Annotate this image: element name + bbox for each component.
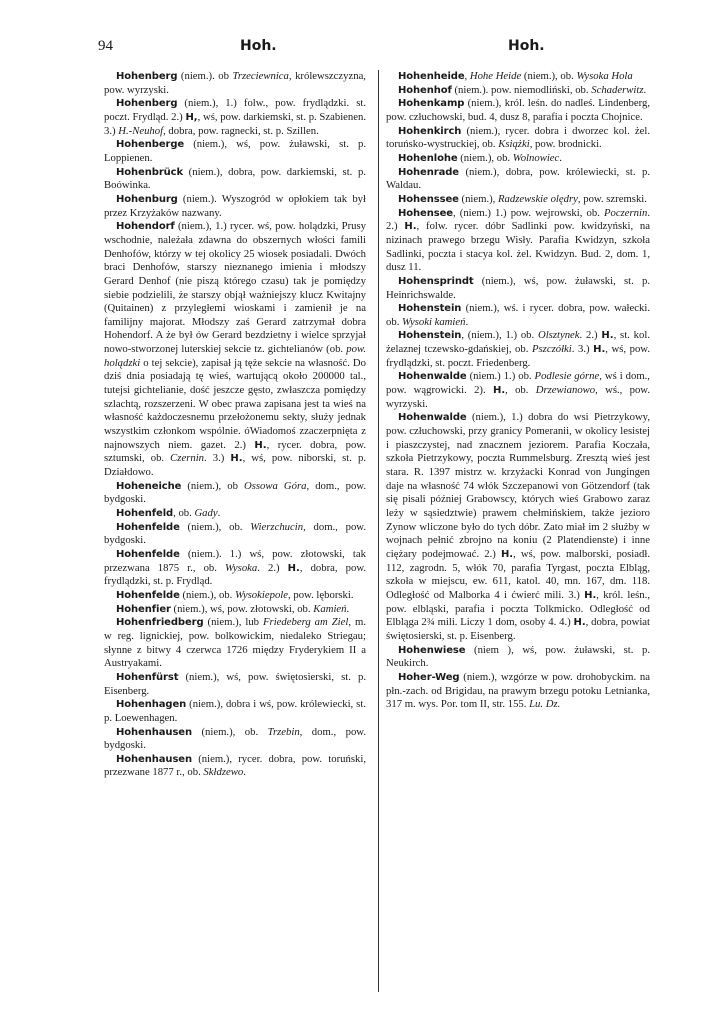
entry-text: .	[346, 602, 350, 615]
entry-headword: Hohenrade	[398, 166, 459, 178]
entry-text: , wś, pow. darkiemski, st. p. Szabienen. 3.)	[104, 110, 367, 137]
dictionary-entry	[386, 644, 650, 671]
entry-text: , wś, pow. frydlądzki, st. poczt. Friedenberg.	[386, 343, 651, 369]
entry-text: (niem.), ob.	[179, 520, 251, 533]
entry-reference: Wysokiepole	[234, 588, 289, 601]
left-running-head: Hoh.	[240, 38, 277, 54]
entry-headword: Hohenfier	[116, 603, 171, 615]
entry-reference: Wysoki kamień	[402, 315, 466, 328]
entry-headword: Hoher-Weg	[398, 671, 460, 683]
entry-headword: Hohenberg	[116, 98, 178, 110]
entry-reference: Książki	[498, 138, 530, 151]
entry-text: . 3.)	[571, 343, 594, 356]
left-column	[104, 70, 366, 780]
entry-headword: Hohenberg	[116, 71, 178, 82]
entry-headword: Hohenkamp	[398, 98, 465, 110]
entry-headword: Hohenberge	[116, 139, 185, 151]
column-divider	[378, 70, 379, 992]
entry-headword: Hohendorf	[116, 221, 175, 233]
entry-text: . 2.)	[386, 206, 650, 233]
entry-reference: pow. holądzki	[104, 343, 366, 369]
dictionary-entry	[386, 329, 650, 370]
entry-headword: Hohenstein	[398, 303, 462, 315]
entry-headword: Hohenwiese	[398, 644, 466, 656]
entry-text: (niem.), wś. i rycer. dobra, pow. wałecki. ob.	[386, 302, 650, 328]
entry-text: (niem.), król. leśn. do nadleś. Lindenberg, pow. człuchowski, bud. 4, dusz 8, parafia i poczta Chojnice.	[386, 97, 650, 123]
entry-text: (niem.). ob	[177, 70, 233, 82]
dictionary-entry	[104, 603, 366, 617]
entry-text: (niem.), dobra, pow. darkiemski, st. p. Boówinka.	[104, 165, 366, 192]
dictionary-entry	[104, 220, 366, 479]
dictionary-entry	[104, 753, 366, 780]
dictionary-entry	[104, 521, 366, 548]
entry-text: (niem.), rycer. dobra, pow. toruński, przezwane 1877 r., ob.	[104, 752, 366, 779]
entry-text: , rycer. dobra, pow. sztumski, ob.	[104, 438, 366, 465]
entry-headword: Hohenlohe	[398, 152, 458, 164]
entry-headword: Hohensprindt	[398, 275, 474, 287]
entry-reference: Wysoka	[225, 561, 258, 574]
entry-text: (niem.). pow. niemodliński, ob.	[451, 83, 592, 96]
entry-text: . 3.)	[204, 452, 231, 465]
dictionary-entry	[386, 84, 650, 98]
entry-headword: Hohenbrück	[116, 166, 184, 178]
entry-text: (niem.),	[458, 192, 499, 205]
entry-reference: Trzebin	[267, 725, 300, 738]
entry-headword: Hohenfriedberg	[116, 617, 204, 629]
dictionary-entry	[104, 698, 366, 725]
entry-headword: Hohensee	[398, 207, 453, 219]
entry-text: (niem.), 1.) dobra do wsi Pietrzykowy, pow. człuchowski, przy granicy Pomeranii, w okolicy lesistej i piaszczystej, nad znacznem jeziorem. Parafia Koczała, szkoła Pietrzykowy, poczta Rummelsburg. Zresztą wieś jest stara. R. 1397 mistrz w. krzyżacki Konrad von Jungingen daje na własność 74 włók Szczepanowi von Götzendorf (tak się pisali później Grabowscy, których wieś Grabowo zaraz leży w sąsiedztwie) prawem chełmińskiem, także jezioro Zynow wliczone było do tych dóbr. Zato miał im 2 służby w wojnach pełnić zbrojno na koniu (2 Platendienste) i inne ciężary podejmować. 2.)	[386, 411, 650, 560]
dictionary-entry	[386, 411, 650, 643]
dictionary-entry	[386, 370, 650, 411]
entry-reference: Radzewskie olędry	[498, 192, 578, 205]
entry-abbreviation: H.	[404, 221, 417, 233]
dictionary-entry	[386, 193, 650, 207]
entry-text: (niem.), ob.	[521, 70, 577, 82]
entry-headword: Hohenkirch	[398, 125, 462, 137]
entry-text: (niem.). 1.) wś, pow. złotowski, tak przezwana 1875 r., ob.	[104, 547, 366, 574]
entry-text: .	[243, 766, 246, 779]
dictionary-entry	[386, 302, 650, 329]
entry-headword: Hohenheide	[398, 71, 465, 82]
entry-text: , ob.	[505, 384, 536, 397]
entry-text: (niem.), wś, pow. żuławski, st. p. Loppienen.	[104, 138, 366, 164]
right-column	[386, 70, 650, 712]
entry-reference: Hohe Heide	[469, 70, 522, 82]
entry-text: . 2.)	[579, 329, 602, 342]
dictionary-entry	[104, 507, 366, 521]
entry-abbreviation: H.	[230, 453, 243, 465]
entry-headword: Hohenstein	[398, 330, 462, 342]
entry-text: (niem ), wś, pow. żuławski, st. p. Neukirch.	[386, 643, 650, 670]
entry-text: , dobra, powiat świętosierski, st. p. Eisenberg.	[386, 616, 651, 642]
entry-reference: Wysoka Hola	[576, 70, 633, 82]
entry-text: , dobra, pow. frydlądzki, st. p. Frydląd.	[104, 561, 367, 588]
entry-text: . 2.)	[257, 561, 288, 574]
entry-headword: Hohenssee	[398, 193, 459, 205]
entry-reference: Olsztynek	[537, 329, 580, 342]
entry-reference: Trzeciewnica	[232, 70, 289, 82]
entry-reference: Podlesie górne	[534, 370, 600, 383]
entry-text: , dobra, pow. ragnecki, st. p. Szillen.	[163, 124, 319, 137]
entry-text: , wś i dom., pow. wągrowicki. 2).	[386, 370, 650, 397]
dictionary-entry	[386, 152, 650, 166]
entry-abbreviation: H.	[500, 548, 514, 560]
dictionary-entry	[386, 166, 650, 193]
entry-reference: Wierzchucin	[250, 520, 304, 533]
entry-text: (niem.), rycer. dobra i dworzec kol. żel. toruńsko-wystruckiej, ob.	[386, 124, 650, 151]
entry-reference: Schaderwitz	[591, 83, 644, 96]
entry-text: .	[465, 315, 469, 328]
dictionary-entry	[104, 97, 366, 138]
entry-abbreviation: H.	[584, 589, 597, 601]
entry-text: , dom., pow. bydgoski.	[104, 479, 366, 506]
entry-abbreviation: H,	[185, 111, 198, 123]
entry-text: , m. w reg. lignickiej, pow. bolkowickim, niedaleko Striegau; słynne z bitwy 4 czerwca 1726 między Fryderykiem II a Austryakami.	[104, 616, 366, 670]
page-number: 94	[98, 38, 113, 54]
entry-text: (niem.), 1.) rycer. wś, pow. holądzki, Prusy wschodnie, należała zdawna do obszernych włości famili Denhofów, którzy w tej okolicy 25 wiosek posiadali. Dwóch braci Denhofów, starszy nieznanego imienia i młodszy Gerard Denhof (nie piszą którego czasu) tak je pomiędzy siebie podzielili, że starszy objął ważniejszy klucz Kwitajny (Quitainen) z przyległemi wioskami i zamienił je na familijny majorat. Młodszy zaś Gerard zatrzymał dobra Hohendorf. A że był ów Gerard bezdzietny i wielce sprzyjał nowo-stworzonej luterskiej sekcie tz. gichtelianów (ob.	[104, 220, 366, 356]
entry-text: (niem.), dobra i wś, pow. królewiecki, st. p. Loewenhagen.	[104, 698, 366, 724]
entry-text: (niem.), ob	[181, 479, 244, 492]
entry-text: (niem.), wś, pow. świętosierski, st. p. Eisenberg.	[104, 670, 366, 697]
entry-text: , pow. szremski.	[577, 192, 647, 205]
dictionary-entry	[386, 125, 650, 152]
entry-headword: Hohenwalde	[398, 371, 467, 383]
entry-text: .	[559, 151, 562, 164]
entry-headword: Hohenfelde	[116, 548, 180, 560]
right-running-head: Hoh.	[508, 38, 545, 54]
dictionary-entry	[104, 480, 366, 507]
entry-text: o tej sekcie), zapisał ją tęże sekcie na własność. Do dziś dnia posiadają tę wieś, wartującą około 200000 tal., tutejsi gichtelianie, dość jeszcze gęsto, zwłaszcza pomiędzy szlachtą, rozszerzeni. W obec prawa zapisana jest ta wieś na własność każdoczesnemu przełożonemu sekty, służy jednak wszystkim członkom wspólnie. óWiadomoś zzaczerpnięta z najnowszych niem. gazet. 2.)	[104, 356, 366, 451]
entry-text: (niem.), ob.	[457, 151, 513, 164]
entry-text: .	[217, 507, 221, 519]
dictionary-entry	[386, 97, 650, 124]
entry-text: , (niem.) 1.) pow. wejrowski, ob.	[452, 206, 604, 219]
entry-abbreviation: H.	[254, 439, 267, 451]
entry-text: (niem.), lub	[203, 616, 263, 629]
dictionary-entry	[386, 671, 650, 712]
entry-text: , ob.	[173, 507, 195, 519]
entry-text: , król. leśn., pow. elbląski, parafia i poczta Tolkmicko. Odległość od Elbląga 2¾ mili. Liczy 1 dom, osoby 4. 4.)	[386, 588, 650, 629]
entry-reference: Pszczółki	[531, 343, 572, 356]
entry-text: ,	[464, 70, 470, 82]
entry-text: (niem.), ob.	[192, 725, 268, 738]
entry-headword: Hohenhausen	[116, 753, 192, 765]
entry-text: (niem.), ob.	[179, 588, 235, 601]
entry-reference: Friedeberg am Ziel	[263, 616, 349, 629]
entry-text: , pow. brodnicki.	[529, 138, 602, 151]
entry-text: , wś, pow. niborski, st. p. Działdowo.	[104, 452, 366, 479]
entry-headword: Hohenfeld	[116, 508, 174, 519]
entry-text: , pow. lęborski.	[288, 588, 354, 601]
entry-headword: Hohenhausen	[116, 726, 192, 738]
dictionary-entry	[104, 589, 366, 603]
entry-abbreviation: H.	[287, 562, 300, 574]
entry-text: (niem.), wzgórze w pow. drohobyckim. na płn.-zach. od Brigidau, na prawym brzegu potoku Letnianka, 317 m. wys. Por. tom II, str. 155.	[386, 670, 650, 711]
entry-text: , wś., pow. wyrzyski.	[386, 384, 650, 410]
dictionary-entry	[104, 193, 366, 220]
entry-abbreviation: H.	[573, 617, 586, 629]
entry-reference: Skłdzewo	[203, 766, 244, 779]
entry-text: , dom., pow. bydgoski.	[104, 520, 366, 547]
entry-text: .	[643, 83, 647, 96]
entry-text: (niem.), dobra, pow. królewiecki, st. p. Waldau.	[386, 165, 650, 192]
entry-text: , folw. rycer. dóbr Sadlinki pow. kwidzyński, na nizinach prawego brzegu Wisły. Parafia Kwidzyn, szkoła Sadlinki, poczta i stacya kol. żel. Kwidzyn. Bud. 2, dom. 1, dusz 11.	[386, 220, 650, 274]
dictionary-entry	[386, 70, 650, 84]
entry-text: (niem.) 1.) ob.	[466, 370, 535, 383]
entry-abbreviation: H.	[492, 385, 506, 397]
dictionary-entry	[104, 548, 366, 589]
dictionary-entry	[386, 207, 650, 275]
entry-headword: Hohenfelde	[116, 589, 180, 601]
dictionary-entry	[104, 671, 366, 698]
dictionary-entry	[386, 275, 650, 302]
entry-reference: Poczernin	[603, 206, 648, 219]
entry-reference: Gady	[194, 507, 218, 519]
entry-text: , st. kol. żelaznej tczewsko-gdańskiej, ob.	[386, 329, 650, 356]
entry-text: (niem.), wś, pow. żuławski, st. p. Heinrichswalde.	[386, 274, 650, 301]
entry-text: (niem.). Wyszogród w opłokiem tak był przez Krzyżaków nazwany.	[104, 192, 366, 219]
dictionary-entry	[104, 616, 366, 671]
dictionary-entry	[104, 138, 366, 165]
entry-headword: Hoheneiche	[116, 480, 182, 492]
dictionary-entry	[104, 166, 366, 193]
entry-headword: Hohenhagen	[116, 699, 187, 711]
entry-text: , (niem.), 1.) ob.	[461, 329, 538, 342]
entry-headword: Hohenwalde	[398, 412, 467, 424]
entry-text: , dom., pow. bydgoski.	[104, 725, 366, 752]
entry-reference: Ossowa Góra	[244, 479, 307, 492]
entry-reference: Kamień	[313, 602, 347, 615]
entry-reference: Wolnowiec	[512, 151, 560, 164]
entry-reference: H.-Neuhof	[118, 124, 164, 137]
entry-reference: Czernin	[170, 452, 205, 465]
entry-headword: Hohenfürst	[116, 671, 179, 683]
entry-headword: Hohenburg	[116, 193, 178, 205]
entry-headword: Hohenhof	[398, 84, 452, 96]
entry-abbreviation: H.	[593, 344, 606, 356]
entry-reference: Lu. Dz.	[526, 698, 561, 711]
entry-text: , wś, pow. malborski, posiadł. 112, zagrodn. 5, włók 70, parafia Tyrgast, poczta Elbląg, szkoła w miejscu, ew. 611, katol. 40, mn. 167, dm. 118. Odległość od Malborka 4 i ćwierć mili. 3.)	[386, 547, 650, 601]
dictionary-entry	[104, 70, 366, 97]
entry-text: (niem.), 1.) folw., pow. frydlądzki. st. poczt. Frydląd. 2.)	[104, 97, 366, 123]
dictionary-entry	[104, 726, 366, 753]
entry-headword: Hohenfelde	[116, 521, 180, 533]
page-header	[98, 38, 658, 60]
entry-abbreviation: H.	[601, 330, 614, 342]
entry-reference: Drzewianowo	[535, 384, 596, 397]
entry-text: (niem.), wś, pow. złotowski, ob.	[170, 602, 314, 615]
entry-text: , królewszczyzna, pow. wyrzyski.	[104, 70, 366, 96]
